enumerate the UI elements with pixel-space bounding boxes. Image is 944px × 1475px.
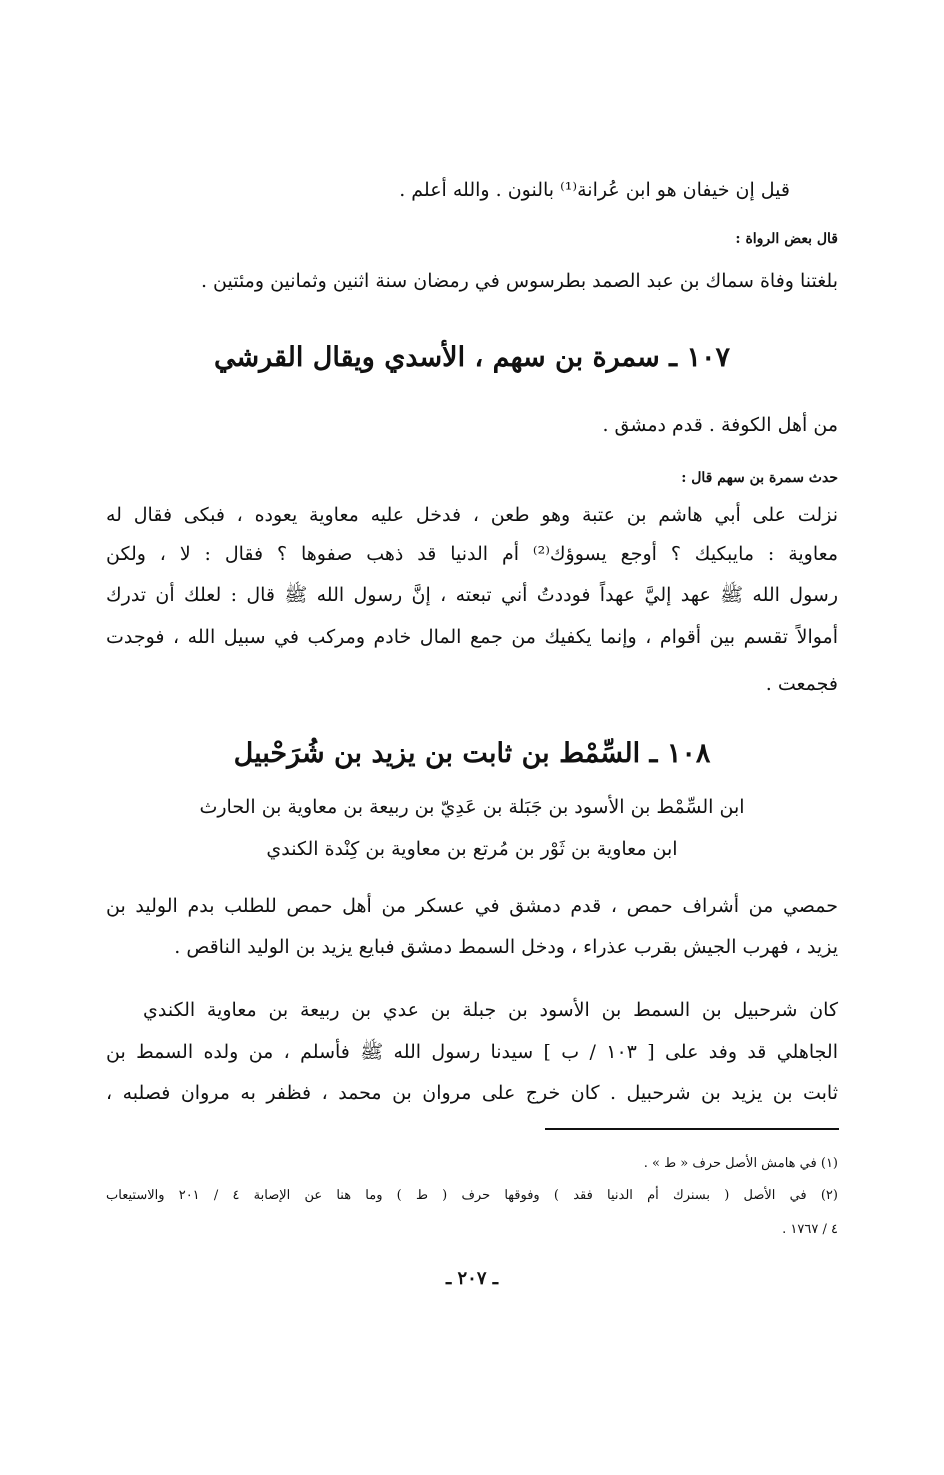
body-line: بلغتنا وفاة سماك بن عبد الصمد بطرسوس في رمضان سنة اثنين وثمانين ومئتين . [200, 270, 838, 292]
body-line: يزيد ، فهرب الجيش بقرب عذراء ، ودخل السمط دمشق فبايع يزيد بن الوليد الناقص . [174, 936, 838, 958]
body-line: معاوية : مايبكيك ؟ أوجع يسوؤك⁽²⁾ أم الدنيا قد ذهب صفوها ؟ فقال : لا ، ولكن [106, 543, 838, 565]
footnote: (٢) في الأصل ( بسنرك أم الدنيا فقد ) وفوقها حرف ( ط ) وما هنا عن الإصابة ٤ / ٢٠١ والاستيعاب [106, 1188, 838, 1203]
page-number: ـ ٢٠٧ ـ [445, 1268, 499, 1289]
body-line: كان شرحبيل بن السمط بن الأسود بن جبلة بن عدي بن ربيعة بن معاوية الكندي [143, 999, 838, 1021]
section-heading: ١٠٧ ـ سمرة بن سهم ، الأسدي ويقال القرشي [213, 342, 730, 373]
body-line: الجاهلي قد وفد على [ ١٠٣ / ب ] سيدنا رسول الله ﷺ فأسلم ، من ولده السمط بن [106, 1041, 838, 1063]
footnote: ٤ / ١٧٦٧ . [782, 1222, 838, 1237]
footnote: (١) في هامش الأصل حرف « ط » . [643, 1156, 838, 1171]
lineage-line: ابن معاوية بن ثَوْر بن مُرتع بن معاوية بن كِنْدة الكندي [266, 838, 678, 860]
body-line: فجمعت . [765, 673, 838, 695]
lineage-line: ابن السِّمْط بن الأسود بن جَبَلة بن عَدِيّ بن ربيعة بن معاوية بن الحارث [199, 796, 745, 818]
subheading: حدث سمرة بن سهم قال : [681, 470, 838, 486]
body-line: أموالاً تقسم بين أقوام ، وإنما يكفيك من جمع المال خادم ومركب في سبيل الله ، فوجدت [106, 626, 838, 648]
body-line: قيل إن خيفان هو ابن عُرانة⁽¹⁾ بالنون . والله أعلم . [399, 179, 790, 201]
subheading: قال بعض الرواة : [735, 231, 838, 247]
footnote-divider [545, 1128, 839, 1130]
body-line: رسول الله ﷺ عهد إليَّ عهداً فوددتُ أني تبعته ، إنَّ رسول الله ﷺ قال : لعلك أن تدرك [106, 584, 838, 606]
section-heading: ١٠٨ ـ السِّمْط بن ثابت بن يزيد بن شُرَحْبيل [233, 738, 711, 769]
body-line: ثابت بن يزيد بن شرحبيل . كان خرج على مروان بن محمد ، فظفر به مروان فصلبه ، [106, 1082, 838, 1104]
body-line: من أهل الكوفة . قدم دمشق . [602, 414, 838, 436]
body-line: حمصي من أشراف حمص ، قدم دمشق في عسكر من أهل حمص للطلب بدم الوليد بن [106, 895, 838, 917]
body-line: نزلت على أبي هاشم بن عتبة وهو طعن ، فدخل عليه معاوية يعوده ، فبكى فقال له [106, 504, 838, 526]
